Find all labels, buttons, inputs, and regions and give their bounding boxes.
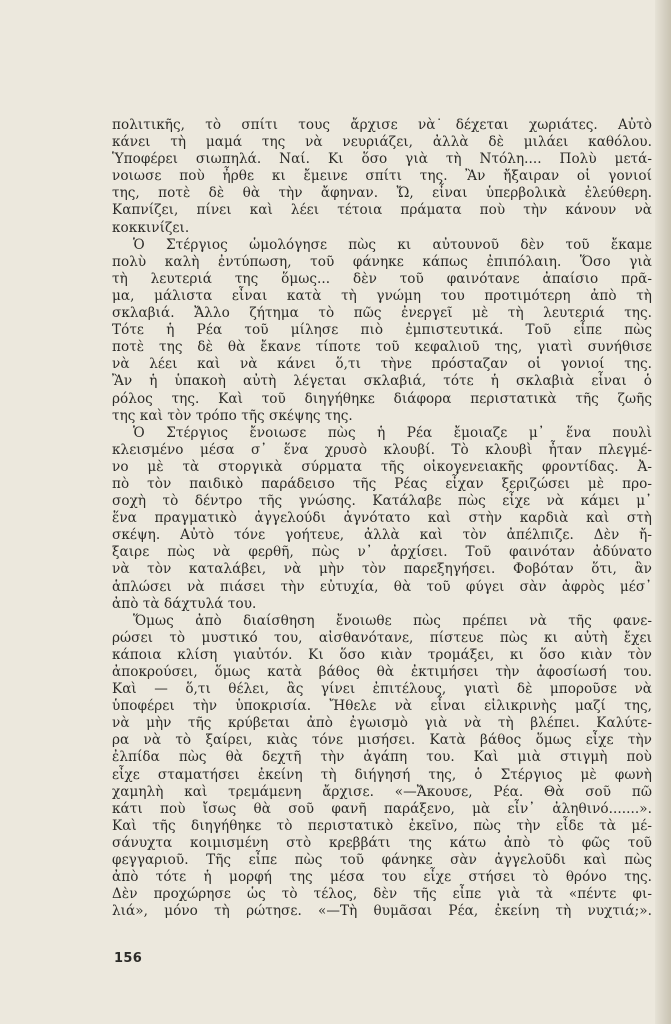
text-line: ἀποκρούσει, ὅμως κατὰ βάθος θὰ ἐκτιμήσει τὴν ἀφοσίωσή του. xyxy=(112,664,652,680)
text-line: Ὁ Στέργιος ἔνοιωσε πὼς ἡ Ρέα ἔμοιαζε μ᾿ ἕνα πουλὶ xyxy=(133,424,652,441)
text-line: της καὶ τὸν τρόπο τῆς σκέψης της. xyxy=(112,407,353,424)
text-line: Ἂν ἡ ὑπακοὴ αὐτὴ λέγεται σκλαβιά, τότε ἡ σκλαβιὰ εἶναι ὁ xyxy=(112,373,652,390)
text-line: σκλαβιά. Ἄλλο ζήτημα τὸ πῶς ἐνεργεῖ μὲ τὴ λευτεριά της. xyxy=(112,305,652,322)
text-line: Ὑποφέρει σιωπηλά. Ναί. Κι ὅσο γιὰ τὴ Ντόλη.... Πολὺ μετά- xyxy=(112,151,652,168)
text-line: Ὅμως ἀπὸ διαίσθηση ἔνοιωθε πὼς πρέπει νὰ τῆς φανε- xyxy=(133,612,652,629)
text-line: κάνει τὴ μαμά της νὰ νευριάζει, ἀλλὰ δὲ μιλάει καθόλου. xyxy=(112,134,652,151)
text-line: ὑποφέρει τὴν ὑποκρισία. Ἤθελε νὰ εἶναι εἰλικρινὴς μαζί της, xyxy=(112,698,652,715)
text-line: πὸ τὸν παιδικὸ παράδεισο τῆς Ρέας εἶχαν ξεριζώσει μὲ προ- xyxy=(112,475,652,492)
text-line: ἕνα πραγματικὸ ἀγγελούδι ἀγνότατο καὶ στὴν καρδιὰ καὶ στὴ xyxy=(112,510,652,527)
text-line: μα, μάλιστα εἶναι κατὰ τὴ γνώμη του προτιμότερη ἀπὸ τὴ xyxy=(112,287,652,304)
text-line: πολιτικῆς, τὸ σπίτι τους ἄρχισε νὰ ͘δέχεται χωριάτες. Αὐτὸ xyxy=(112,117,652,133)
text-line: ἀπὸ τὰ δάχτυλά του. xyxy=(112,595,257,612)
text-line: κάτι ποὺ ἴσως θὰ σοῦ φανῆ παράξενο, μὰ εἶν᾿ ἀληθινό.......». xyxy=(112,800,652,817)
text-line: λιά», μόνο τὴ ρώτησε. «—Τὴ θυμᾶσαι Ρέα, ἐκείνη τὴ νυχτιά;». xyxy=(112,903,652,920)
text-line: ρώσει τὸ μυστικό του, αἰσθανότανε, πίστευε πὼς κι αὐτὴ ἔχει xyxy=(112,629,652,646)
text-line: Καὶ τῆς διηγήθηκε τὸ περιστατικὸ ἐκεῖνο, πὼς τὴν εἶδε τὰ μέ- xyxy=(112,817,652,834)
paragraph xyxy=(112,613,652,921)
text-line: ρόλος της. Καὶ τοῦ διηγήθηκε διάφορα περιστατικὰ τῆς ζωῆς xyxy=(112,390,652,407)
page-number: 156 xyxy=(114,951,143,966)
page-edge-shadow xyxy=(655,0,671,1024)
text-line: Καπνίζει, πίνει καὶ λέει τέτοια πράματα ποὺ τὴν κάνουν νὰ xyxy=(112,202,652,219)
text-line: σοχὴ τὸ δέντρο τῆς γνώσης. Κατάλαβε πὼς εἶχε νὰ κάμει μ᾿ xyxy=(112,493,652,510)
text-line: εἶχε σταματήσει ἐκείνη τὴ διήγησή της, ὁ Στέργιος μὲ φωνὴ xyxy=(112,766,652,783)
text-line: πολὺ καλὴ ἐντύπωση, τοῦ φάνηκε κάπως ἐπιπόλαιη. Ὅσο γιὰ xyxy=(112,253,652,270)
text-line: χαμηλὴ καὶ τρεμάμενη ἄρχισε. «—Ἄκουσε, Ρέα. Θὰ σοῦ πῶ xyxy=(112,783,652,800)
text-line: ἁπλώσει νὰ πιάσει τὴν εὐτυχία, θὰ τοῦ φύγει σὰν ἀφρὸς μέσ᾿ xyxy=(112,578,652,595)
text-line: ἐλπίδα πὼς θὰ δεχτῆ τὴν ἀγάπη του. Καὶ μιὰ στιγμὴ ποὺ xyxy=(112,749,652,766)
paragraph xyxy=(112,237,652,425)
text-line: νὰ μὴν τῆς κρύβεται ἀπὸ ἐγωισμὸ γιὰ νὰ τὴ βλέπει. Καλύτε- xyxy=(112,715,652,732)
text-line: φεγγαριοῦ. Τῆς εἶπε πὼς τοῦ φάνηκε σὰν ἀγγελοῦδι καὶ πὼς xyxy=(112,852,652,869)
text-line: νοιωσε ποὺ ἦρθε κι ἔμεινε σπίτι της. Ἂν ἤξαιραν οἱ γονιοί xyxy=(112,168,652,185)
text-line: τὴ λευτεριά της ὅμως... δὲν τοῦ φαινότανε ἀπαίσιο πρᾶ- xyxy=(112,270,652,287)
text-line: της, ποτὲ δὲ θὰ τὴν ἄφηναν. Ὤ, εἶναι ὑπερβολικὰ ἐλεύθερη. xyxy=(112,185,652,202)
text-line: νὰ λέει καὶ νὰ κάνει ὅ,τι τὴνε πρόσταζαν οἱ γονιοί της. xyxy=(112,356,652,373)
text-line: ἀπὸ τότε ἡ μορφή της μέσα του εἶχε στήσει τὸ θρόνο της. xyxy=(112,869,652,886)
paragraph xyxy=(112,117,652,237)
text-line: σάνυχτα κοιμισμένη στὸ κρεββάτι της κάτω ἀπὸ τὸ φῶς τοῦ xyxy=(112,834,652,851)
text-line: Ὁ Στέργιος ὡμολόγησε πὼς κι αὐτουνοῦ δὲν τοῦ ἔκαμε xyxy=(133,236,652,253)
text-line: νὰ τὸν καταλάβει, νὰ μὴν τὸν παρεξηγήσει. Φοβόταν ὅτι, ἂν xyxy=(112,561,652,578)
text-line: ποτὲ της δὲ θὰ ἔκανε τίποτε τοῦ κεφαλιοῦ της, γιατὶ συνήθισε xyxy=(112,339,652,356)
text-line: κάποια κλίση γιαὐτόν. Κι ὅσο κιὰν τρομάξει, κι ὅσο κιὰν τὸν xyxy=(112,646,652,663)
text-line: ρα νὰ τὸ ξαίρει, κιὰς τόνε μισήσει. Κατὰ βάθος ὅμως εἶχε τὴν xyxy=(112,732,652,749)
text-line: κοκκινίζει. xyxy=(112,219,190,236)
body-text xyxy=(112,117,652,920)
paragraph xyxy=(112,425,652,613)
text-line: Τότε ἡ Ρέα τοῦ μίλησε πιὸ ἐμπιστευτικά. Τοῦ εἶπε πὼς xyxy=(112,322,652,339)
text-line: νο μὲ τὰ στοργικὰ σύρματα τῆς οἰκογενειακῆς φροντίδας. Ἀ- xyxy=(112,458,652,475)
text-line: Δὲν προχώρησε ὡς τὸ τέλος, δὲν τῆς εἶπε γιὰ τὰ «πέντε φι- xyxy=(112,886,652,903)
text-line: σκέψη. Αὐτὸ τόνε γοήτευε, ἀλλὰ καὶ τὸν ἀπέλπιζε. Δὲν ἤ- xyxy=(112,527,652,544)
text-line: ξαιρε πὼς νὰ φερθῆ, πὼς ν᾿ ἀρχίσει. Τοῦ φαινόταν ἀδύνατο xyxy=(112,544,652,561)
text-line: Καὶ — ὅ,τι θέλει, ἂς γίνει ἐπιτέλους, γιατὶ δὲ μποροῦσε νὰ xyxy=(112,681,652,698)
text-line: κλεισμένο μέσα σ᾿ ἕνα χρυσὸ κλουβί. Τὸ κλουβὶ ἦταν πλεγμέ- xyxy=(112,441,652,458)
